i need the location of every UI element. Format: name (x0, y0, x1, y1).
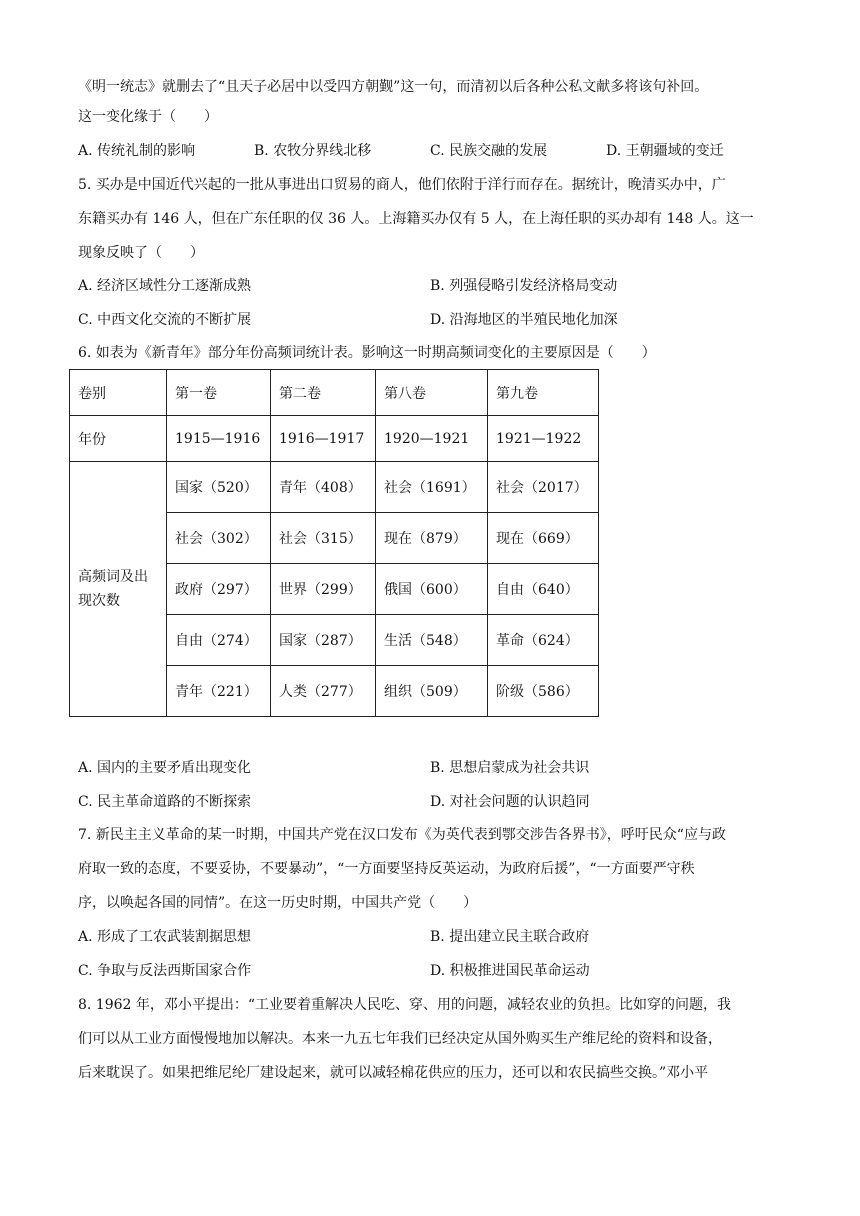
word-frequency-table (69, 369, 599, 717)
table-cell: 自由（640） (488, 564, 599, 615)
q5-option-a[interactable]: A. 经济区域性分工逐渐成熟 (78, 278, 252, 294)
q4-option-d[interactable]: D. 王朝疆域的变迁 (606, 143, 724, 159)
table-volume-cell: 第二卷 (271, 370, 376, 416)
q8-stem-line2: 们可以从工业方面慢慢地加以解决。本来一九五七年我们已经决定从国外购买生产维尼纶的资料和设备， (78, 1031, 722, 1047)
q6-stem-line1: 6. 如表为《新青年》部分年份高频词统计表。影响这一时期高频词变化的主要原因是（ ） (78, 345, 656, 361)
q7-option-b[interactable]: B. 提出建立民主联合政府 (430, 929, 590, 945)
table-cell: 俄国（600） (376, 564, 488, 615)
table-year-label: 年份 (70, 416, 167, 462)
q6-option-c[interactable]: C. 民主革命道路的不断探索 (78, 794, 252, 810)
table-volume-cell: 第八卷 (376, 370, 488, 416)
q7-stem-line2: 府取一致的态度，不要妥协，不要暴动”，“一方面要坚持反英运动，为政府后援”，“一方面要严守秩 (78, 861, 695, 877)
q7-stem-line1: 7. 新民主主义革命的某一时期，中国共产党在汉口发布《为英代表到鄂交涉告各界书》，呼吁民众“应与政 (78, 827, 726, 843)
table-header-cell: 卷别 (70, 370, 167, 416)
table-cell: 阶级（586） (488, 666, 599, 717)
q7-option-c[interactable]: C. 争取与反法西斯国家合作 (78, 963, 252, 979)
q7-option-d[interactable]: D. 积极推进国民革命运动 (430, 963, 590, 979)
table-cell: 世界（299） (271, 564, 376, 615)
table-cell: 社会（1691） (376, 462, 488, 513)
table-cell: 社会（2017） (488, 462, 599, 513)
table-cell: 生活（548） (376, 615, 488, 666)
table-cell: 政府（297） (167, 564, 271, 615)
table-cell: 青年（408） (271, 462, 376, 513)
q7-option-a[interactable]: A. 形成了工农武装割据思想 (78, 929, 252, 945)
table-cell: 革命（624） (488, 615, 599, 666)
table-row-volume (70, 370, 599, 416)
q4-option-a[interactable]: A. 传统礼制的影响 (78, 143, 196, 159)
table-cell: 国家（287） (271, 615, 376, 666)
q4-option-b[interactable]: B. 农牧分界线北移 (254, 143, 372, 159)
table-volume-cell: 第九卷 (488, 370, 599, 416)
table-volume-cell: 第一卷 (167, 370, 271, 416)
table-row-label (70, 462, 167, 717)
table-cell: 青年（221） (167, 666, 271, 717)
table-cell: 社会（302） (167, 513, 271, 564)
table-year-cell: 1920—1921 (376, 416, 488, 462)
row-label-line2: 现次数 (78, 593, 120, 609)
q8-stem-line1: 8. 1962 年，邓小平提出：“工业要着重解决人民吃、穿、用的问题，减轻农业的负担。比如穿的问题，我 (78, 997, 732, 1013)
q5-option-b[interactable]: B. 列强侵略引发经济格局变动 (430, 278, 618, 294)
table-row (70, 462, 599, 513)
q4-stem-line2: 这一变化缘于（ ） (78, 109, 218, 125)
q8-stem-line3: 后来耽误了。如果把维尼纶厂建设起来，就可以减轻棉花供应的压力，还可以和农民搞些交换。”邓小平 (78, 1065, 709, 1081)
table-cell: 社会（315） (271, 513, 376, 564)
row-label-line1: 高频词及出 (78, 569, 148, 585)
table-year-cell: 1915—1916 (167, 416, 271, 462)
table-cell: 组织（509） (376, 666, 488, 717)
table-cell: 人类（277） (271, 666, 376, 717)
table-cell: 国家（520） (167, 462, 271, 513)
q6-option-d[interactable]: D. 对社会问题的认识趋同 (430, 794, 590, 810)
q5-option-c[interactable]: C. 中西文化交流的不断扩展 (78, 312, 252, 328)
q5-stem-line3: 现象反映了（ ） (78, 245, 204, 261)
table-cell: 自由（274） (167, 615, 271, 666)
q5-stem-line1: 5. 买办是中国近代兴起的一批从事进出口贸易的商人，他们依附于洋行而存在。据统计，晚清买办中，广 (78, 177, 726, 193)
q6-option-b[interactable]: B. 思想启蒙成为社会共识 (430, 760, 590, 776)
table-row-year (70, 416, 599, 462)
table-cell: 现在（879） (376, 513, 488, 564)
q4-option-c[interactable]: C. 民族交融的发展 (430, 143, 548, 159)
q5-option-d[interactable]: D. 沿海地区的半殖民地化加深 (430, 312, 618, 328)
q7-stem-line3: 序，以唤起各国的同情”。在这一历史时期，中国共产党（ ） (78, 895, 478, 911)
q6-option-a[interactable]: A. 国内的主要矛盾出现变化 (78, 760, 252, 776)
q4-stem-line1: 《明一统志》就删去了“且天子必居中以受四方朝觐”这一句，而清初以后各种公私文献多将该句补回。 (78, 79, 709, 95)
table-year-cell: 1921—1922 (488, 416, 599, 462)
q5-stem-line2: 东籍买办有 146 人，但在广东任职的仅 36 人。上海籍买办仅有 5 人，在上海任职的买办却有 148 人。这一 (78, 211, 754, 227)
table-year-cell: 1916—1917 (271, 416, 376, 462)
table-cell: 现在（669） (488, 513, 599, 564)
